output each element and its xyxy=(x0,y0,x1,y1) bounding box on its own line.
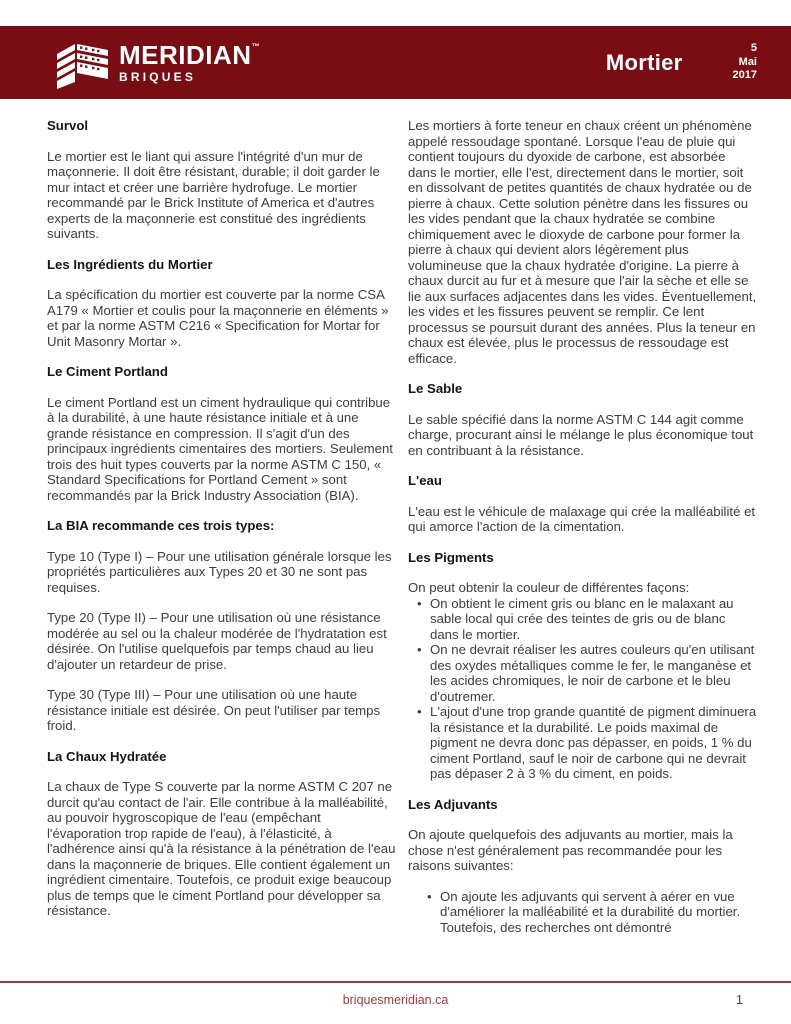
brick-building-icon xyxy=(54,37,110,89)
paragraph: Le mortier est le liant qui assure l'intégrité d'un mur de maçonnerie. Il doit être résistant, durable; il doit garder le mur intact et créer une barrière hydrofuge. Le mortier recommandé par le Brick Institute of America et d'autres experts de la maçonnerie est constitué des ingrédients suivants. xyxy=(47,148,380,241)
header-right xyxy=(606,42,791,83)
paragraph: On peut obtenir la couleur de différentes façons: xyxy=(408,580,690,595)
issue-number: 5 xyxy=(750,42,757,55)
brand-name: MERIDIAN xyxy=(119,40,252,70)
right-column xyxy=(408,118,757,976)
paragraph: La chaux de Type S couverte par la norme ASTM C 207 ne durcit qu'au contact de l'air. Elle contribue à la malléabilité, au pouvoir hygroscopique de l'eau (empêchant l'évaporation trop rapide de l'eau), à l'élasticité, à l'adhérence ainsi qu'à la résistance à la pénétration de l'eau dans la maçonnerie de briques. Elle contient également un ingrédient cimentaire. Toutefois, ce produit exige beaucoup plus de temps que le ciment Portland pour développer sa résistance. xyxy=(47,779,396,918)
bullet-item: • On obtient le ciment gris ou blanc en le malaxant au sable local qui crée des teintes de gris ou de blanc dans le mortier. xyxy=(430,596,757,643)
paragraph: La spécification du mortier est couverte par la norme CSA A179 « Mortier et coulis pour la maçonnerie en éléments » et par la norme ASTM C216 « Specification for Mortar for Unit Masonry Mortar ». xyxy=(47,287,389,349)
issue-date xyxy=(733,42,757,83)
trademark-symbol: ™ xyxy=(251,42,260,51)
issue-month: Mai xyxy=(738,55,757,68)
paragraph: Le sable spécifié dans la norme ASTM C 144 agit comme charge, procurant ainsi le mélange le plus économique tout en contribuant à la résistance. xyxy=(408,411,754,458)
brand-text xyxy=(119,42,260,83)
section-heading: Survol xyxy=(47,118,89,133)
page-number: 1 xyxy=(736,993,743,1007)
section-heading: Le Ciment Portland xyxy=(47,364,168,379)
left-column xyxy=(47,118,396,976)
page-title: Mortier xyxy=(605,49,683,75)
paragraph: L'eau est le véhicule de malaxage qui crée la malléabilité et qui amorce l'action de la cimentation. xyxy=(408,503,756,534)
bullet-item: • On ne devrait réaliser les autres couleurs qu'en utilisant des oxydes métalliques comme le fer, le manganèse et les acides chromiques, le noir de carbone et le bleu d'outremer. xyxy=(430,642,757,704)
section-heading: La Chaux Hydratée xyxy=(47,748,167,764)
section-heading: Les Ingrédients du Mortier xyxy=(47,256,213,272)
paragraph: Type 10 (Type I) – Pour une utilisation générale lorsque les propriétés particulières aux Types 20 et 30 ne sont pas requises. xyxy=(47,548,392,595)
section-heading: Les Adjuvants xyxy=(408,796,498,812)
footer-rule xyxy=(0,981,791,983)
bullet-list xyxy=(408,889,757,936)
section-heading: Les Pigments xyxy=(408,549,494,565)
section-heading: La BIA recommande ces trois types: xyxy=(47,518,275,533)
bullet-list xyxy=(408,596,757,782)
paragraph: Les mortiers à forte teneur en chaux créent un phénomène appelé ressoudage spontané. Lorsque l'eau de pluie qui contient toujours du dyoxide de carbone, est absorbée dans le mortier, elle l'est, directement dans le mortier, soit en dissolvant de petites quantités de chaux hydratée ou de pierre à chaux. Cette solution pénètre dans les fissures ou les vides pendant que la chaux hydratée se combine chimiquement avec le dioxyde de carbone pour former la pierre à chaux qui devient alors légèrement plus volumineuse que la chaux hydratée d'origine. La pierre à chaux durcit au fur et à mesure que l'air la sèche et elle se lie aux surfaces adjacentes dans les vides. Éventuellement, les vides et les fissures peuvent se remplir. Ce lent processus se poursuit durant des années. Plus la teneur en chaux est élevée, plus le processus de ressoudage est efficace. xyxy=(408,118,757,366)
bullet-item: • L'ajout d'une trop grande quantité de pigment diminuera la résistance et la durabilité. Le poids maximal de pigment ne devra donc pas dépasser, en poids, 1 % du ciment Portland, sauf le noir de carbone qui ne devrait pas dépaser 2 à 3 % du ciment, en poids. xyxy=(430,704,757,782)
bullet-item: • On ajoute les adjuvants qui servent à aérer en vue d'améliorer la malléabilité et la durabilité du mortier. Toutefois, des recherches ont démontré xyxy=(440,889,757,936)
brand-subtitle: BRIQUES xyxy=(119,70,197,84)
issue-year: 2017 xyxy=(732,69,757,82)
paragraph: On ajoute quelquefois des adjuvants au mortier, mais la chose n'est généralement pas recommandée pour les raisons suivantes: xyxy=(408,827,733,873)
content xyxy=(47,118,757,976)
paragraph: Le ciment Portland est un ciment hydraulique qui contribue à la durabilité, à une haute résistance initiale et à une grande résistance en compression. Il s'agit d'un des principaux ingrédients cimentaires des mortiers. Seulement trois des huit types couverts par la norme ASTM C 150, « Standard Specifications for Portland Cement » sont recommandés par la Brick Industry Association (BIA). xyxy=(47,394,393,503)
website-link[interactable]: briquesmeridian.ca xyxy=(342,993,449,1007)
section-heading: L'eau xyxy=(408,473,442,488)
paragraph: Type 30 (Type III) – Pour une utilisation où une haute résistance initiale est désirée. On peut l'utiliser par temps froid. xyxy=(47,687,381,733)
header-bar xyxy=(0,26,791,99)
section-heading: Le Sable xyxy=(408,381,463,396)
brand-logo xyxy=(54,37,260,89)
paragraph: Type 20 (Type II) – Pour une utilisation où une résistance modérée au sel ou la chaleur modérée de l'hydratation est désirée. On l'utilise quelquefois par temps chaud au lieu d'ajouter un retardeur de prise. xyxy=(47,610,387,672)
